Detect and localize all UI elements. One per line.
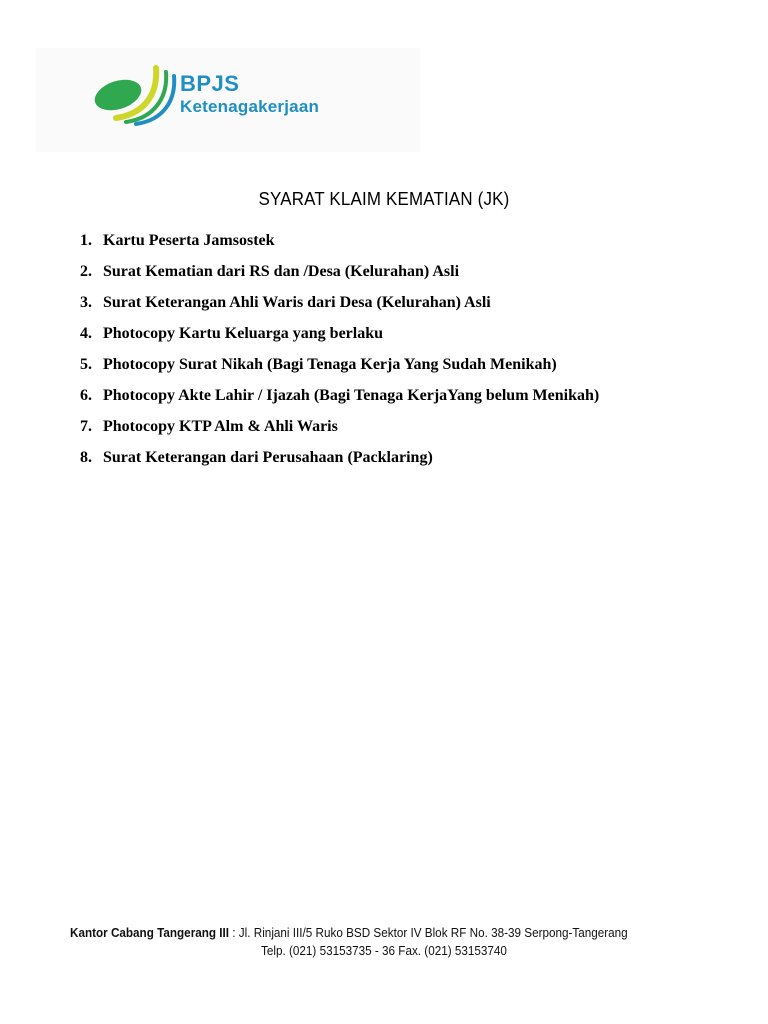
item-number: 2. — [80, 263, 92, 280]
item-number: 3. — [80, 294, 92, 311]
footer-separator: : — [229, 925, 239, 940]
list-item — [80, 323, 599, 354]
logo-brand: BPJS — [180, 71, 240, 96]
item-text: Surat Keterangan Ahli Waris dari Desa (Kelurahan) Asli — [103, 294, 491, 311]
logo-subtitle: Ketenagakerjaan — [180, 97, 320, 116]
requirements-list — [80, 230, 599, 478]
item-number: 6. — [80, 387, 92, 404]
item-text: Surat Keterangan dari Perusahaan (Packlaring) — [103, 449, 433, 466]
footer-address-line — [70, 924, 628, 942]
item-number: 1. — [80, 232, 92, 249]
document-title: SYARAT KLAIM KEMATIAN (JK) — [258, 189, 510, 209]
item-text: Photocopy KTP Alm & Ahli Waris — [103, 418, 338, 435]
item-text: Photocopy Kartu Keluarga yang berlaku — [103, 325, 384, 342]
item-number: 8. — [80, 449, 92, 466]
list-item — [80, 261, 599, 292]
footer-office-name: Kantor Cabang Tangerang III — [70, 925, 230, 940]
list-item — [80, 292, 599, 323]
logo-text — [180, 73, 319, 115]
item-text: Kartu Peserta Jamsostek — [103, 232, 275, 249]
list-item — [80, 354, 599, 385]
list-item — [80, 447, 599, 478]
bpjs-logo-icon — [88, 64, 180, 126]
header-logo-area — [36, 48, 420, 152]
item-text: Surat Kematian dari RS dan /Desa (Kelurahan) Asli — [103, 263, 460, 280]
item-number: 7. — [80, 418, 92, 435]
item-text: Photocopy Surat Nikah (Bagi Tenaga Kerja Yang Sudah Menikah) — [103, 356, 557, 373]
list-item — [80, 230, 599, 261]
item-number: 5. — [80, 356, 92, 373]
list-item — [80, 385, 599, 416]
list-item — [80, 416, 599, 447]
item-text: Photocopy Akte Lahir / Ijazah (Bagi Tenaga KerjaYang belum Menikah) — [103, 387, 600, 404]
item-number: 4. — [80, 325, 92, 342]
footer-contact: Telp. (021) 53153735 - 36 Fax. (021) 53153740 — [261, 943, 507, 958]
footer-address: Jl. Rinjani III/5 Ruko BSD Sektor IV Blok RF No. 38-39 Serpong-Tangerang — [238, 925, 628, 940]
